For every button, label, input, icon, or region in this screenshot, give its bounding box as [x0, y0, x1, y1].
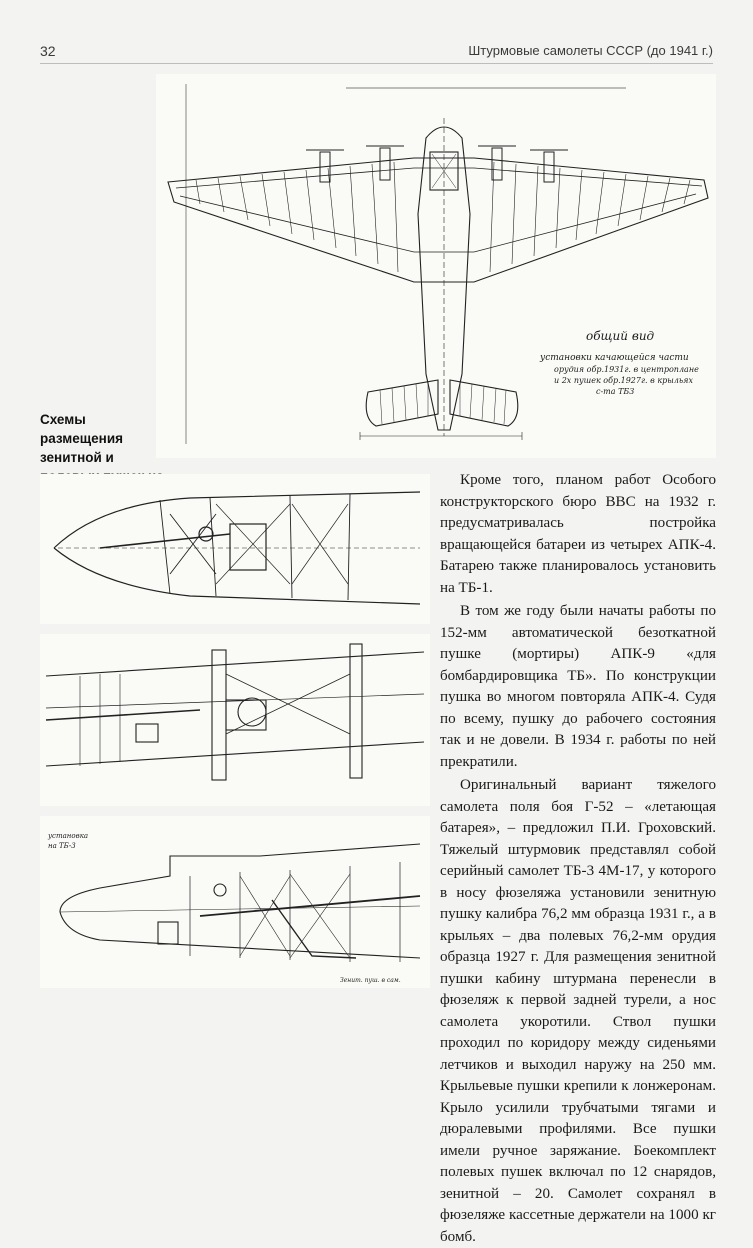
drawing-note-line2: орудия обр.1931г. в центроплане — [554, 365, 699, 374]
running-title: Штурмовые самолеты СССР (до 1941 г.) — [468, 43, 713, 58]
paragraph-2: В том же году были начаты работы по 152-мм автоматической безоткатной пушке (мортиры) АПК-9 «для бомбардировщика ТБ». По конструкции пушка во многом повторяла АПК-4. Судя по всему, пушку до рабочего состояния так и не довели. В 1934 г. работы по ней прекратили. — [440, 603, 716, 770]
side-section-drawing — [40, 634, 430, 806]
paragraph-1: Кроме того, планом работ Особого конструкторского бюро ВВС на 1932 г. предусматривалась постройка вращающейся батареи из четырех АПК-4. Батарею также планировалось установить на ТБ-1. — [440, 472, 716, 596]
drawing-note-line4: с-та ТБ3 — [596, 387, 635, 396]
article-body — [440, 470, 716, 1248]
nose-section-drawing — [40, 474, 430, 624]
drawing-note-line3: и 2х пушек обр.1927г. в крыльях — [554, 376, 693, 385]
header-rule — [40, 63, 713, 64]
figure-caption: Схемы размещения зенитной и — [40, 412, 124, 465]
section-stamp-note: Зенит. пуш. в сам. — [340, 977, 401, 984]
fuselage-section-drawing — [40, 816, 430, 988]
section-note-line2: на ТБ-3 — [48, 842, 76, 850]
page-number: 32 — [40, 43, 56, 59]
drawing-note-title: общий вид — [586, 329, 655, 343]
drawing-note-line1: установки качающейся части — [540, 353, 689, 363]
aircraft-plan-drawing — [156, 74, 716, 458]
paragraph-3: Оригинальный вариант тяжелого самолета поля боя Г-52 – «летающая батарея», – предложил П.И. Гроховский. Тяжелый штурмовик представлял собой серийный самолет ТБ-3 4М-17, у которого в носу фюзеляжа установили зенитную пушку калибра 76,2 мм образца 1931 г., а в крыльях – два полевых 76,2-мм орудия образца 1927 г. Для размещения зенитной пушки кабину штурмана перенесли в фюзеляж к первой задней турели, а нос самолета укоротили. Ствол пушки проходил по коридору между сиденьями летчиков и выходил наружу на 250 мм. Крыльевые пушки крепили к лонжеронам. Крыло усилили трубчатыми тягами и дюралевыми профилями. Все пушки имели ручное заряжание. Боекомплект полевых пушек включал по 12 снарядов, зенитной – 20. Самолет сохранял в фюзеляже кассетные держатели на 1000 кг бомб. — [440, 777, 716, 1245]
section-note-line1: установка — [48, 832, 89, 840]
